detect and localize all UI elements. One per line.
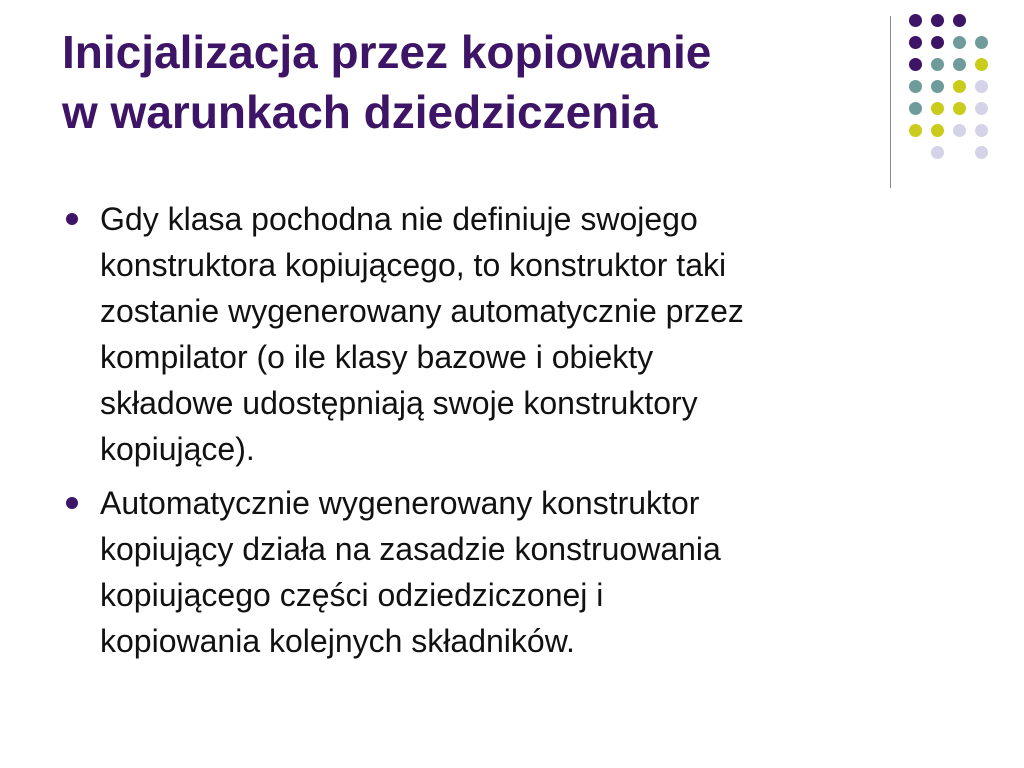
- bullet-text-line: Gdy klasa pochodna nie definiuje swojego: [100, 201, 698, 237]
- vertical-divider: [890, 16, 891, 188]
- decorative-dot: [931, 80, 944, 93]
- slide-title: [62, 22, 862, 142]
- decorative-dot: [909, 80, 922, 93]
- decorative-dot: [909, 102, 922, 115]
- bullet-text-line: Automatycznie wygenerowany konstruktor: [100, 485, 700, 521]
- bullet-item: [62, 480, 982, 664]
- decorative-dot: [975, 58, 988, 71]
- decorative-dot: [931, 14, 944, 27]
- decorative-dot: [909, 14, 922, 27]
- decorative-dot: [931, 36, 944, 49]
- decorative-dot: [953, 80, 966, 93]
- decorative-dot: [909, 36, 922, 49]
- decorative-dot: [953, 124, 966, 137]
- decorative-dot: [909, 58, 922, 71]
- decorative-dot: [975, 146, 988, 159]
- bullet-text-line: kopiującego części odziedziczonej i: [100, 577, 604, 613]
- bullet-text-line: składowe udostępniają swoje konstruktory: [100, 385, 698, 421]
- decorative-dot: [953, 58, 966, 71]
- decorative-dot: [975, 80, 988, 93]
- bullet-item: [62, 196, 982, 472]
- decorative-dot: [909, 124, 922, 137]
- decorative-dot: [931, 124, 944, 137]
- slide-title-line: w warunkach dziedziczenia: [62, 86, 658, 138]
- bullet-text-line: kopiowania kolejnych składników.: [100, 623, 575, 659]
- bullet-text-line: kompilator (o ile klasy bazowe i obiekty: [100, 339, 654, 375]
- decorative-dot: [975, 102, 988, 115]
- bullet-dot-icon: [66, 213, 78, 225]
- decorative-dot: [931, 102, 944, 115]
- decorative-dot: [975, 124, 988, 137]
- bullet-text-line: kopiujące).: [100, 431, 255, 467]
- decorative-dot: [953, 14, 966, 27]
- decorative-dot: [953, 36, 966, 49]
- slide-title-line: Inicjalizacja przez kopiowanie: [62, 26, 712, 78]
- bullet-dot-icon: [66, 497, 78, 509]
- bullet-text-line: konstruktora kopiującego, to konstruktor taki: [100, 247, 727, 283]
- bullet-list: [62, 196, 982, 672]
- bullet-text-line: zostanie wygenerowany automatycznie przez: [100, 293, 744, 329]
- decorative-dot: [931, 146, 944, 159]
- decorative-dot: [931, 58, 944, 71]
- decorative-dot: [953, 102, 966, 115]
- bullet-text-line: kopiujący działa na zasadzie konstruowania: [100, 531, 721, 567]
- decorative-dot: [975, 36, 988, 49]
- decorative-dot-grid: [909, 14, 1009, 164]
